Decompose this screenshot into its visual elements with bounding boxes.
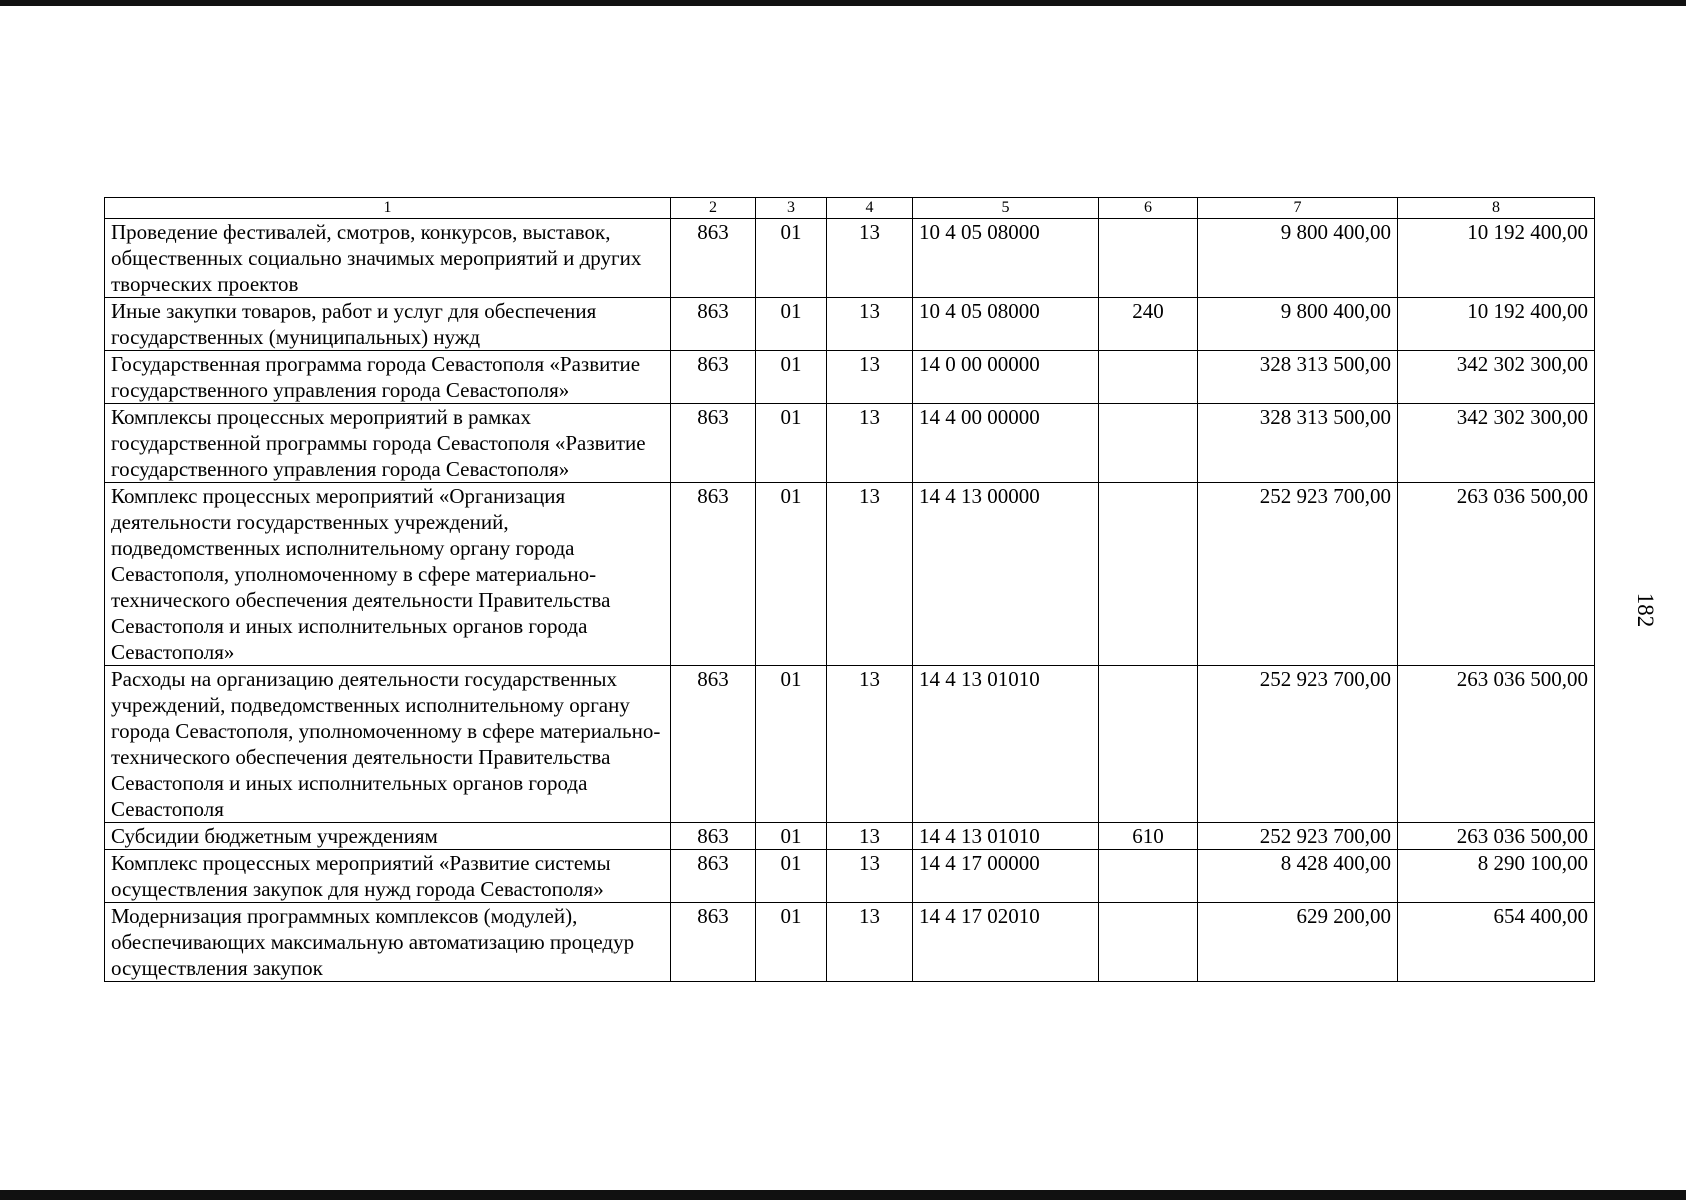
expense-type-code xyxy=(1099,219,1198,298)
target-article-code: 10 4 05 08000 xyxy=(913,298,1099,351)
table-row xyxy=(105,850,1595,903)
column-header: 2 xyxy=(671,198,756,219)
column-header: 3 xyxy=(756,198,827,219)
subsection-code: 13 xyxy=(827,903,913,982)
item-name: Комплексы процессных мероприятий в рамках государственной программы города Севастополя «Развитие государственного управления города Севастополя» xyxy=(105,404,671,483)
subsection-code: 13 xyxy=(827,666,913,823)
target-article-code: 14 4 13 01010 xyxy=(913,666,1099,823)
target-article-code: 14 0 00 00000 xyxy=(913,351,1099,404)
target-article-code: 14 4 17 00000 xyxy=(913,850,1099,903)
table-row xyxy=(105,351,1595,404)
amount-col-7: 9 800 400,00 xyxy=(1198,219,1398,298)
column-header: 1 xyxy=(105,198,671,219)
item-name: Государственная программа города Севастополя «Развитие государственного управления города Севастополя» xyxy=(105,351,671,404)
amount-col-8: 654 400,00 xyxy=(1398,903,1595,982)
table-row xyxy=(105,903,1595,982)
ministry-code: 863 xyxy=(671,850,756,903)
amount-col-8: 10 192 400,00 xyxy=(1398,219,1595,298)
amount-col-7: 328 313 500,00 xyxy=(1198,404,1398,483)
scan-edge-bottom xyxy=(0,1190,1686,1200)
target-article-code: 14 4 00 00000 xyxy=(913,404,1099,483)
target-article-code: 14 4 13 00000 xyxy=(913,483,1099,666)
amount-col-8: 263 036 500,00 xyxy=(1398,823,1595,850)
amount-col-7: 629 200,00 xyxy=(1198,903,1398,982)
ministry-code: 863 xyxy=(671,823,756,850)
subsection-code: 13 xyxy=(827,823,913,850)
amount-col-7: 252 923 700,00 xyxy=(1198,823,1398,850)
page-number: 182 xyxy=(1633,592,1658,628)
section-code: 01 xyxy=(756,823,827,850)
column-header: 6 xyxy=(1099,198,1198,219)
section-code: 01 xyxy=(756,219,827,298)
section-code: 01 xyxy=(756,404,827,483)
column-header: 7 xyxy=(1198,198,1398,219)
expense-type-code xyxy=(1099,483,1198,666)
item-name: Комплекс процессных мероприятий «Организация деятельности государственных учреждений, подведомственных исполнительному органу города Севастополя, уполномоченному в сфере материально-технического обеспечения деятельности Правительства Севастополя и иных исполнительных органов города Севастополя» xyxy=(105,483,671,666)
table-row xyxy=(105,666,1595,823)
amount-col-7: 9 800 400,00 xyxy=(1198,298,1398,351)
expense-type-code xyxy=(1099,404,1198,483)
target-article-code: 14 4 17 02010 xyxy=(913,903,1099,982)
column-header: 5 xyxy=(913,198,1099,219)
amount-col-7: 252 923 700,00 xyxy=(1198,666,1398,823)
expense-type-code xyxy=(1099,666,1198,823)
table-row xyxy=(105,298,1595,351)
target-article-code: 14 4 13 01010 xyxy=(913,823,1099,850)
table-row xyxy=(105,219,1595,298)
subsection-code: 13 xyxy=(827,219,913,298)
section-code: 01 xyxy=(756,298,827,351)
column-header: 8 xyxy=(1398,198,1595,219)
amount-col-8: 10 192 400,00 xyxy=(1398,298,1595,351)
amount-col-8: 263 036 500,00 xyxy=(1398,666,1595,823)
header-row xyxy=(105,198,1595,219)
subsection-code: 13 xyxy=(827,483,913,666)
expense-type-code xyxy=(1099,850,1198,903)
amount-col-7: 328 313 500,00 xyxy=(1198,351,1398,404)
ministry-code: 863 xyxy=(671,404,756,483)
amount-col-8: 263 036 500,00 xyxy=(1398,483,1595,666)
scan-edge-top xyxy=(0,0,1686,6)
table-row xyxy=(105,483,1595,666)
section-code: 01 xyxy=(756,850,827,903)
expense-type-code xyxy=(1099,903,1198,982)
item-name: Комплекс процессных мероприятий «Развитие системы осуществления закупок для нужд города Севастополя» xyxy=(105,850,671,903)
expense-type-code: 240 xyxy=(1099,298,1198,351)
ministry-code: 863 xyxy=(671,483,756,666)
expense-type-code: 610 xyxy=(1099,823,1198,850)
amount-col-7: 8 428 400,00 xyxy=(1198,850,1398,903)
subsection-code: 13 xyxy=(827,298,913,351)
subsection-code: 13 xyxy=(827,404,913,483)
ministry-code: 863 xyxy=(671,219,756,298)
ministry-code: 863 xyxy=(671,903,756,982)
column-header: 4 xyxy=(827,198,913,219)
expense-type-code xyxy=(1099,351,1198,404)
item-name: Субсидии бюджетным учреждениям xyxy=(105,823,671,850)
target-article-code: 10 4 05 08000 xyxy=(913,219,1099,298)
subsection-code: 13 xyxy=(827,351,913,404)
amount-col-8: 8 290 100,00 xyxy=(1398,850,1595,903)
item-name: Иные закупки товаров, работ и услуг для обеспечения государственных (муниципальных) нужд xyxy=(105,298,671,351)
item-name: Проведение фестивалей, смотров, конкурсов, выставок, общественных социально значимых мероприятий и других творческих проектов xyxy=(105,219,671,298)
budget-table xyxy=(104,197,1595,982)
section-code: 01 xyxy=(756,483,827,666)
table-row xyxy=(105,404,1595,483)
amount-col-8: 342 302 300,00 xyxy=(1398,404,1595,483)
section-code: 01 xyxy=(756,666,827,823)
item-name: Расходы на организацию деятельности государственных учреждений, подведомственных исполнительному органу города Севастополя, уполномоченному в сфере материально-технического обеспечения деятельности Правительства Севастополя и иных исполнительных органов города Севастополя xyxy=(105,666,671,823)
ministry-code: 863 xyxy=(671,666,756,823)
table-row xyxy=(105,823,1595,850)
section-code: 01 xyxy=(756,903,827,982)
subsection-code: 13 xyxy=(827,850,913,903)
amount-col-8: 342 302 300,00 xyxy=(1398,351,1595,404)
item-name: Модернизация программных комплексов (модулей), обеспечивающих максимальную автоматизацию процедур осуществления закупок xyxy=(105,903,671,982)
ministry-code: 863 xyxy=(671,298,756,351)
section-code: 01 xyxy=(756,351,827,404)
amount-col-7: 252 923 700,00 xyxy=(1198,483,1398,666)
ministry-code: 863 xyxy=(671,351,756,404)
